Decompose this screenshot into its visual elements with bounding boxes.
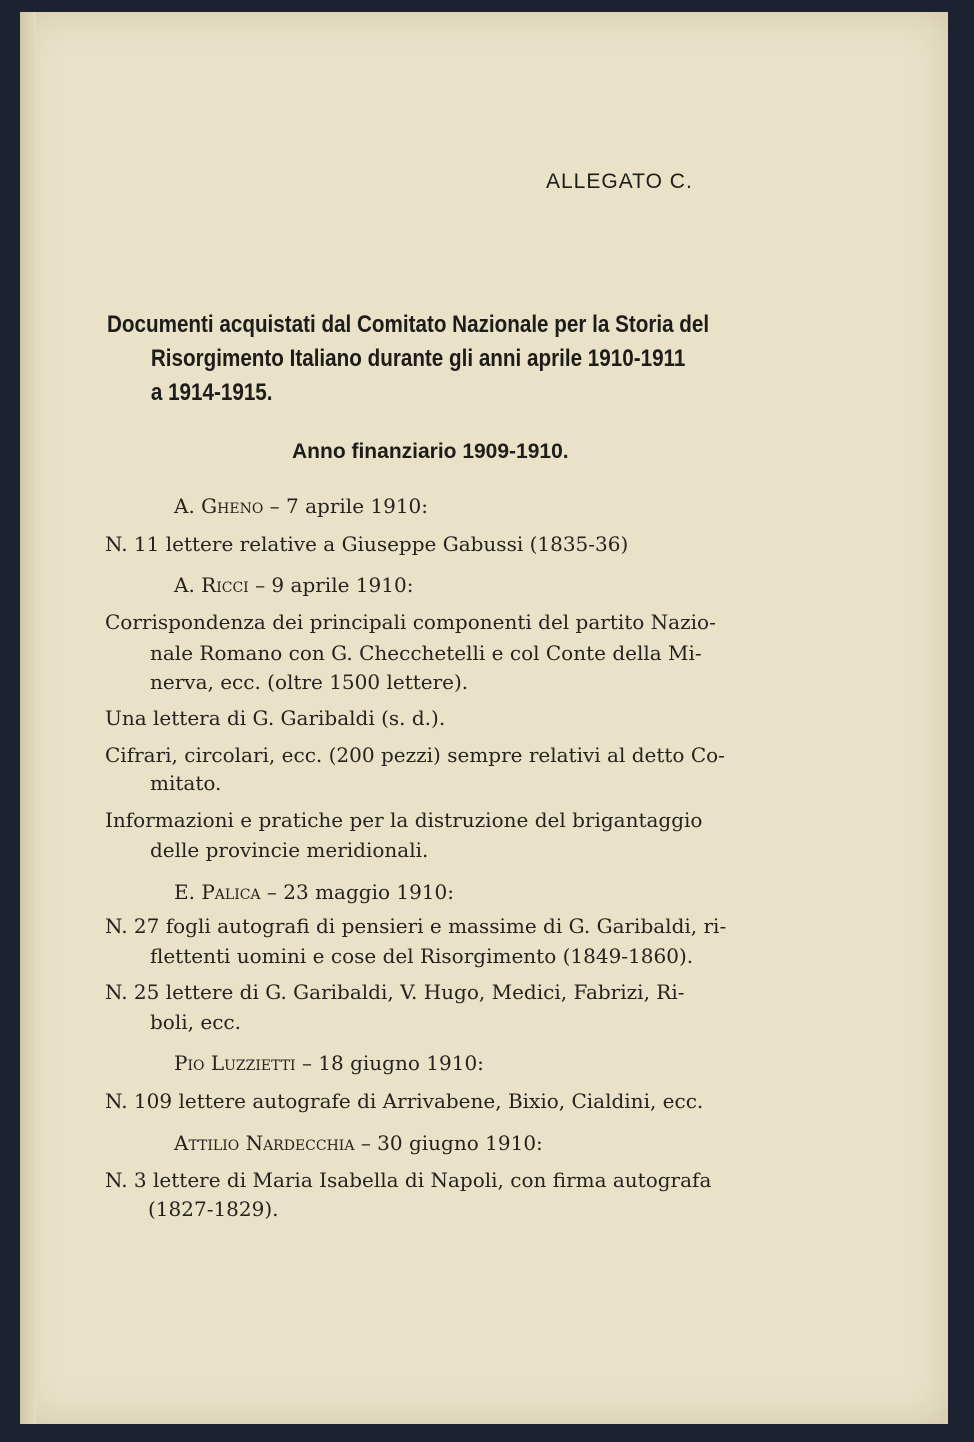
allegato-label: ALLEGATO C. — [546, 170, 693, 193]
entry-item: Corrispondenza dei principali componenti del partito Nazio- — [105, 610, 716, 634]
entry-item: nerva, ecc. (oltre 1500 lettere). — [150, 670, 469, 694]
entry-header-gheno: A. Gheno – 7 aprile 1910: — [174, 494, 429, 518]
entry-item: N. 25 lettere di G. Garibaldi, V. Hugo, Medici, Fabrizi, Ri- — [105, 980, 685, 1004]
fiscal-year-title: Anno finanziario 1909-1910. — [292, 440, 569, 463]
entry-item: N. 27 fogli autografi di pensieri e massime di G. Garibaldi, ri- — [105, 914, 727, 938]
entry-item: mitato. — [150, 771, 222, 795]
entry-header-palica: E. Palica – 23 maggio 1910: — [174, 880, 454, 904]
page-gutter — [20, 12, 36, 1424]
entry-item: Una lettera di G. Garibaldi (s. d.). — [105, 706, 446, 730]
entry-item: boli, ecc. — [150, 1010, 241, 1034]
entry-item: delle provincie meridionali. — [150, 838, 429, 862]
entry-item: N. 11 lettere relative a Giuseppe Gabussi (1835-36) — [105, 532, 629, 556]
entry-header-nardecchia: Attilio Nardecchia – 30 giugno 1910: — [174, 1131, 543, 1155]
heading-line-3: a 1914-1915. — [150, 379, 273, 406]
heading-line-1: Documenti acquistati dal Comitato Nazionale per la Storia del — [107, 311, 710, 338]
heading-line-2: Risorgimento Italiano durante gli anni aprile 1910-1911 — [150, 345, 686, 372]
entry-item: Cifrari, circolari, ecc. (200 pezzi) sempre relativi al detto Co- — [105, 743, 725, 767]
entry-item: flettenti uomini e cose del Risorgimento (1849-1860). — [150, 944, 694, 968]
entry-item: nale Romano con G. Checchetelli e col Conte della Mi- — [150, 641, 702, 665]
document-heading — [107, 308, 710, 410]
entry-header-luzzietti: Pio Luzzietti – 18 giugno 1910: — [174, 1051, 484, 1075]
entry-item: N. 109 lettere autografe di Arrivabene, Bixio, Cialdini, ecc. — [105, 1089, 704, 1113]
entry-item: (1827-1829). — [148, 1197, 279, 1221]
entry-header-ricci: A. Ricci – 9 aprile 1910: — [174, 573, 414, 597]
entry-item: Informazioni e pratiche per la distruzione del brigantaggio — [105, 808, 703, 832]
entry-item: N. 3 lettere di Maria Isabella di Napoli, con firma autografa — [105, 1168, 712, 1192]
